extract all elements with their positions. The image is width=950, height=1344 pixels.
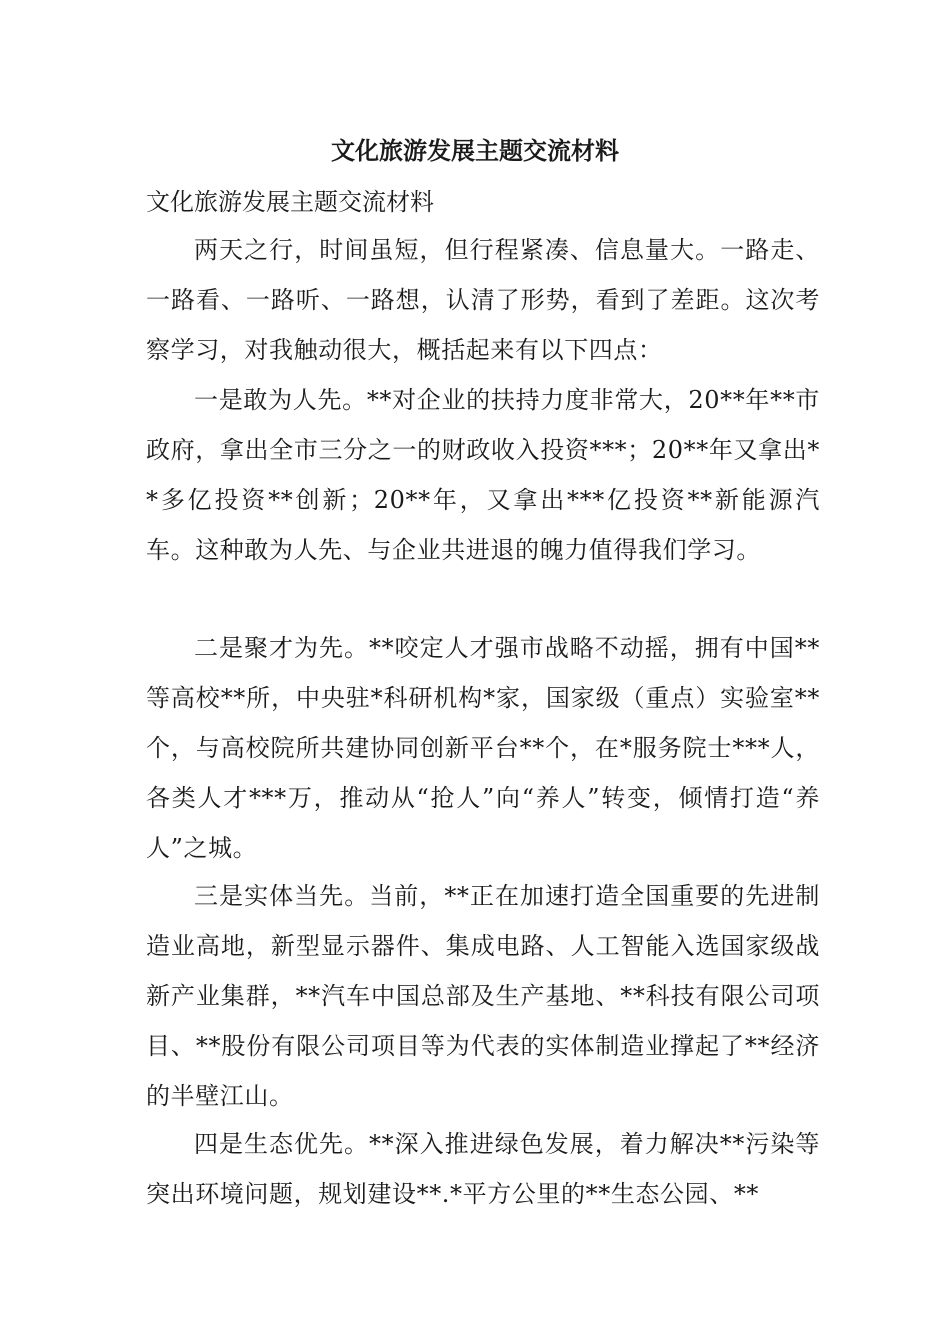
page-title: 文化旅游发展主题交流材料 (331, 136, 619, 165)
paragraph-point-three: 三是实体当先。当前，**正在加速打造全国重要的先进制造业高地，新型显示器件、集成电路、人工智能入选国家级战新产业集群，**汽车中国总部及生产基地、**科技有限公司项目、**股份有限公司项目等为代表的实体制造业撑起了**经济的半壁江山。 (146, 882, 820, 1110)
paragraph-point-one: 一是敢为人先。**对企业的扶持力度非常大，20**年**市政府，拿出全市三分之一的财政收入投资***；20**年又拿出**多亿投资**创新；20**年，又拿出***亿投资**新能源汽车。这种敢为人先、与企业共进退的魄力值得我们学习。 (146, 386, 820, 564)
document-subtitle: 文化旅游发展主题交流材料 (146, 188, 434, 216)
paragraph-point-four: 四是生态优先。**深入推进绿色发展，着力解决**污染等突出环境问题，规划建设**.*平方公里的**生态公园、** (146, 1130, 820, 1208)
paragraph-intro: 两天之行，时间虽短，但行程紧凑、信息量大。一路走、一路看、一路听、一路想，认清了形势，看到了差距。这次考察学习，对我触动很大，概括起来有以下四点： (146, 236, 820, 364)
paragraph-point-two: 二是聚才为先。**咬定人才强市战略不动摇，拥有中国**等高校**所，中央驻*科研机构*家，国家级（重点）实验室**个，与高校院所共建协同创新平台**个，在*服务院士***人，各类人才***万，推动从“抢人”向“养人”转变，倾情打造“养人”之城。 (146, 634, 820, 862)
